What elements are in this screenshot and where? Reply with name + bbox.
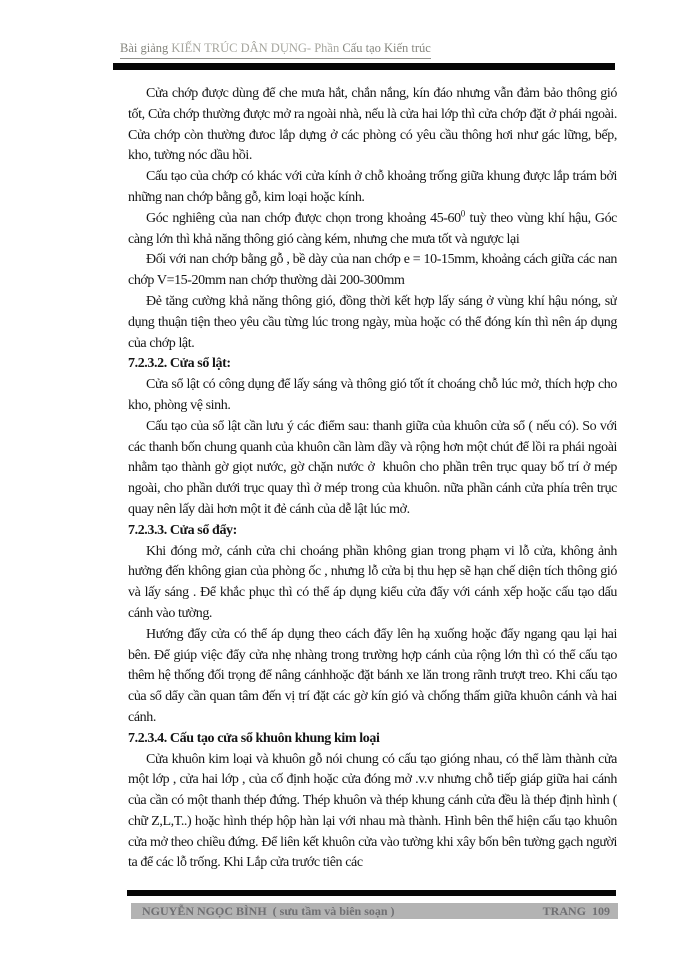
header-divider-bar	[113, 63, 615, 70]
header-section-title: Cấu tạo Kiến trúc	[342, 41, 431, 55]
superscript-text: 0	[460, 208, 466, 219]
paragraph	[128, 84, 617, 167]
paragraph	[128, 209, 617, 251]
paragraph	[128, 625, 617, 729]
page-footer	[131, 903, 618, 919]
footer-divider-bar	[127, 890, 616, 896]
paragraph	[128, 750, 617, 875]
paragraph	[128, 167, 617, 209]
text-run: 7.2.3.2. Cửa sổ lật:	[128, 356, 231, 372]
header-course-title: KIẾN TRÚC DÂN DỤNG- Phần	[168, 41, 343, 55]
text-run: Cửa chớp được dùng để che mưa hắt, chắn nắng, kín đáo nhưng vẫn đảm bảo thông gió tốt, Cửa chớp thường được mở ra ngoài nhà, nếu là cửa hai lớp thì cửa chớp đặt ở phái ngoài. Cửa chớp còn thường đưoc lắp dựng ở các phòng có yêu cầu thông hơi như gác lững, bếp, kho, tường nóc dầu hồi.	[128, 86, 617, 164]
paragraph	[128, 417, 617, 521]
footer-author: NGUYỄN NGỌC BÌNH ( sưu tầm và biên soạn )	[142, 903, 395, 918]
page-header	[120, 41, 431, 59]
section-heading	[128, 521, 617, 542]
section-heading	[128, 354, 617, 375]
paragraph	[128, 292, 617, 354]
text-run: 7.2.3.4. Cấu tạo cửa sổ khuôn khung kim loại	[128, 730, 380, 746]
text-run: tuỳ theo vùng khí hậu, Góc càng lớn thì khả năng thông gió càng kém, nhưng che mưa tốt và ngược lại	[128, 210, 617, 247]
text-run: Đẻ tăng cường khả năng thông gió, đồng thời kết hợp lấy sáng ở vùng khí hậu nóng, sử dụng thuận tiện theo yêu cầu từng lúc trong ngày, mùa hoặc có thể đóng kín thì nên áp dụng của chớp lật.	[128, 293, 617, 351]
paragraph	[128, 375, 617, 417]
paragraph	[128, 542, 617, 625]
text-run: Cấu tạo của sổ lật cần lưu ý các điểm sau: thanh giữa của khuôn cửa sổ ( nếu có). So với các thanh bốn chung quanh của khuôn cần làm dầy và rộng hơn một chút để lồi ra phái ngoài nhằm tạo thành gờ giọt nước, gờ chặn nước ở khuôn cho phần trên trục quay bố trí ở mép ngoài, cho phần dưới trục quay thì ở mép trong của khuôn. nữa phần cánh cửa phía trên trục quay nên lấy dài hơn một it đẻ cánh của dễ lật lúc mở.	[128, 418, 617, 517]
text-run: Khi đóng mở, cánh cửa chi choáng phần không gian trong phạm vi lỗ cửa, không ảnh hưởng đến không gian của phòng ốc , nhưng lỗ cửa bị thu hẹp sẽ hạn chế diện tích thông gió và lấy sáng . Để khắc phục thì có thể áp dụng kiểu cửa đẩy với cánh xếp hoặc cấu tạo dấu cánh vào tường.	[128, 543, 617, 621]
text-run: Cửa khuôn kim loại và khuôn gỗ nói chung có cấu tạo gióng nhau, có thể làm thành cửa một lớp , cửa hai lớp , của cố định hoặc cửa đóng mở .v.v nhưng chỗ tiếp giáp giữa hai cánh của cần có một thanh thép đứng. Thép khuôn và thép khung cánh cửa đều là thép định hình ( chữ Z,L,T..) hoặc hình thép hộp hàn lại với nhau mà thành. Hình bên thể hiện cấu tạo khuôn cửa mở theo chiều đứng. Để liên kết khuôn cửa vào tường khi xây bốn bên tường gạch người ta để các lỗ trống. Khi Lắp cửa trước tiên các	[128, 751, 617, 871]
header-doc-type-label: Bài giảng	[120, 41, 169, 55]
text-run: Hướng đẩy cửa có thể áp dụng theo cách đẩy lên hạ xuống hoặc đẩy ngang qau lại hai bên. Để giúp việc đẩy cửa nhẹ nhàng trong trường hợp cánh của rộng lớn thì có thể cấu tạo thêm hệ thống đối trọng để nâng cánhhoặc đặt bánh xe lăn trong rãnh trượt treo. Khi cấu tạo của sổ dẩy cần quan tâm đến vị trí đặt các gờ kín gió và chống thấm giữa khuôn cánh và hai cánh.	[128, 626, 617, 725]
text-run: Góc nghiêng của nan chớp được chọn trong khoảng 45-60	[146, 210, 461, 226]
text-run: 7.2.3.3. Cửa sổ đẩy:	[128, 522, 237, 538]
text-run: Cấu tạo của chớp có khác với cửa kính ở chỗ khoảng trống giữa khung được lắp trám bởi những nan chớp bằng gỗ, kim loại hoặc kính.	[128, 169, 617, 205]
document-body	[128, 84, 617, 886]
text-run: Cửa sổ lật có công dụng để lấy sáng và thông gió tốt ít choáng chỗ lúc mở, thích hợp cho kho, phòng vệ sinh.	[128, 377, 617, 413]
text-run: Đối với nan chớp bằng gỗ , bề dày của nan chớp e = 10-15mm, khoảng cách giữa các nan chớp V=15-20mm nan chớp thường dài 200-300mm	[128, 252, 617, 289]
footer-page-number: TRANG 109	[542, 903, 610, 918]
section-heading	[128, 729, 617, 750]
paragraph	[128, 250, 617, 292]
